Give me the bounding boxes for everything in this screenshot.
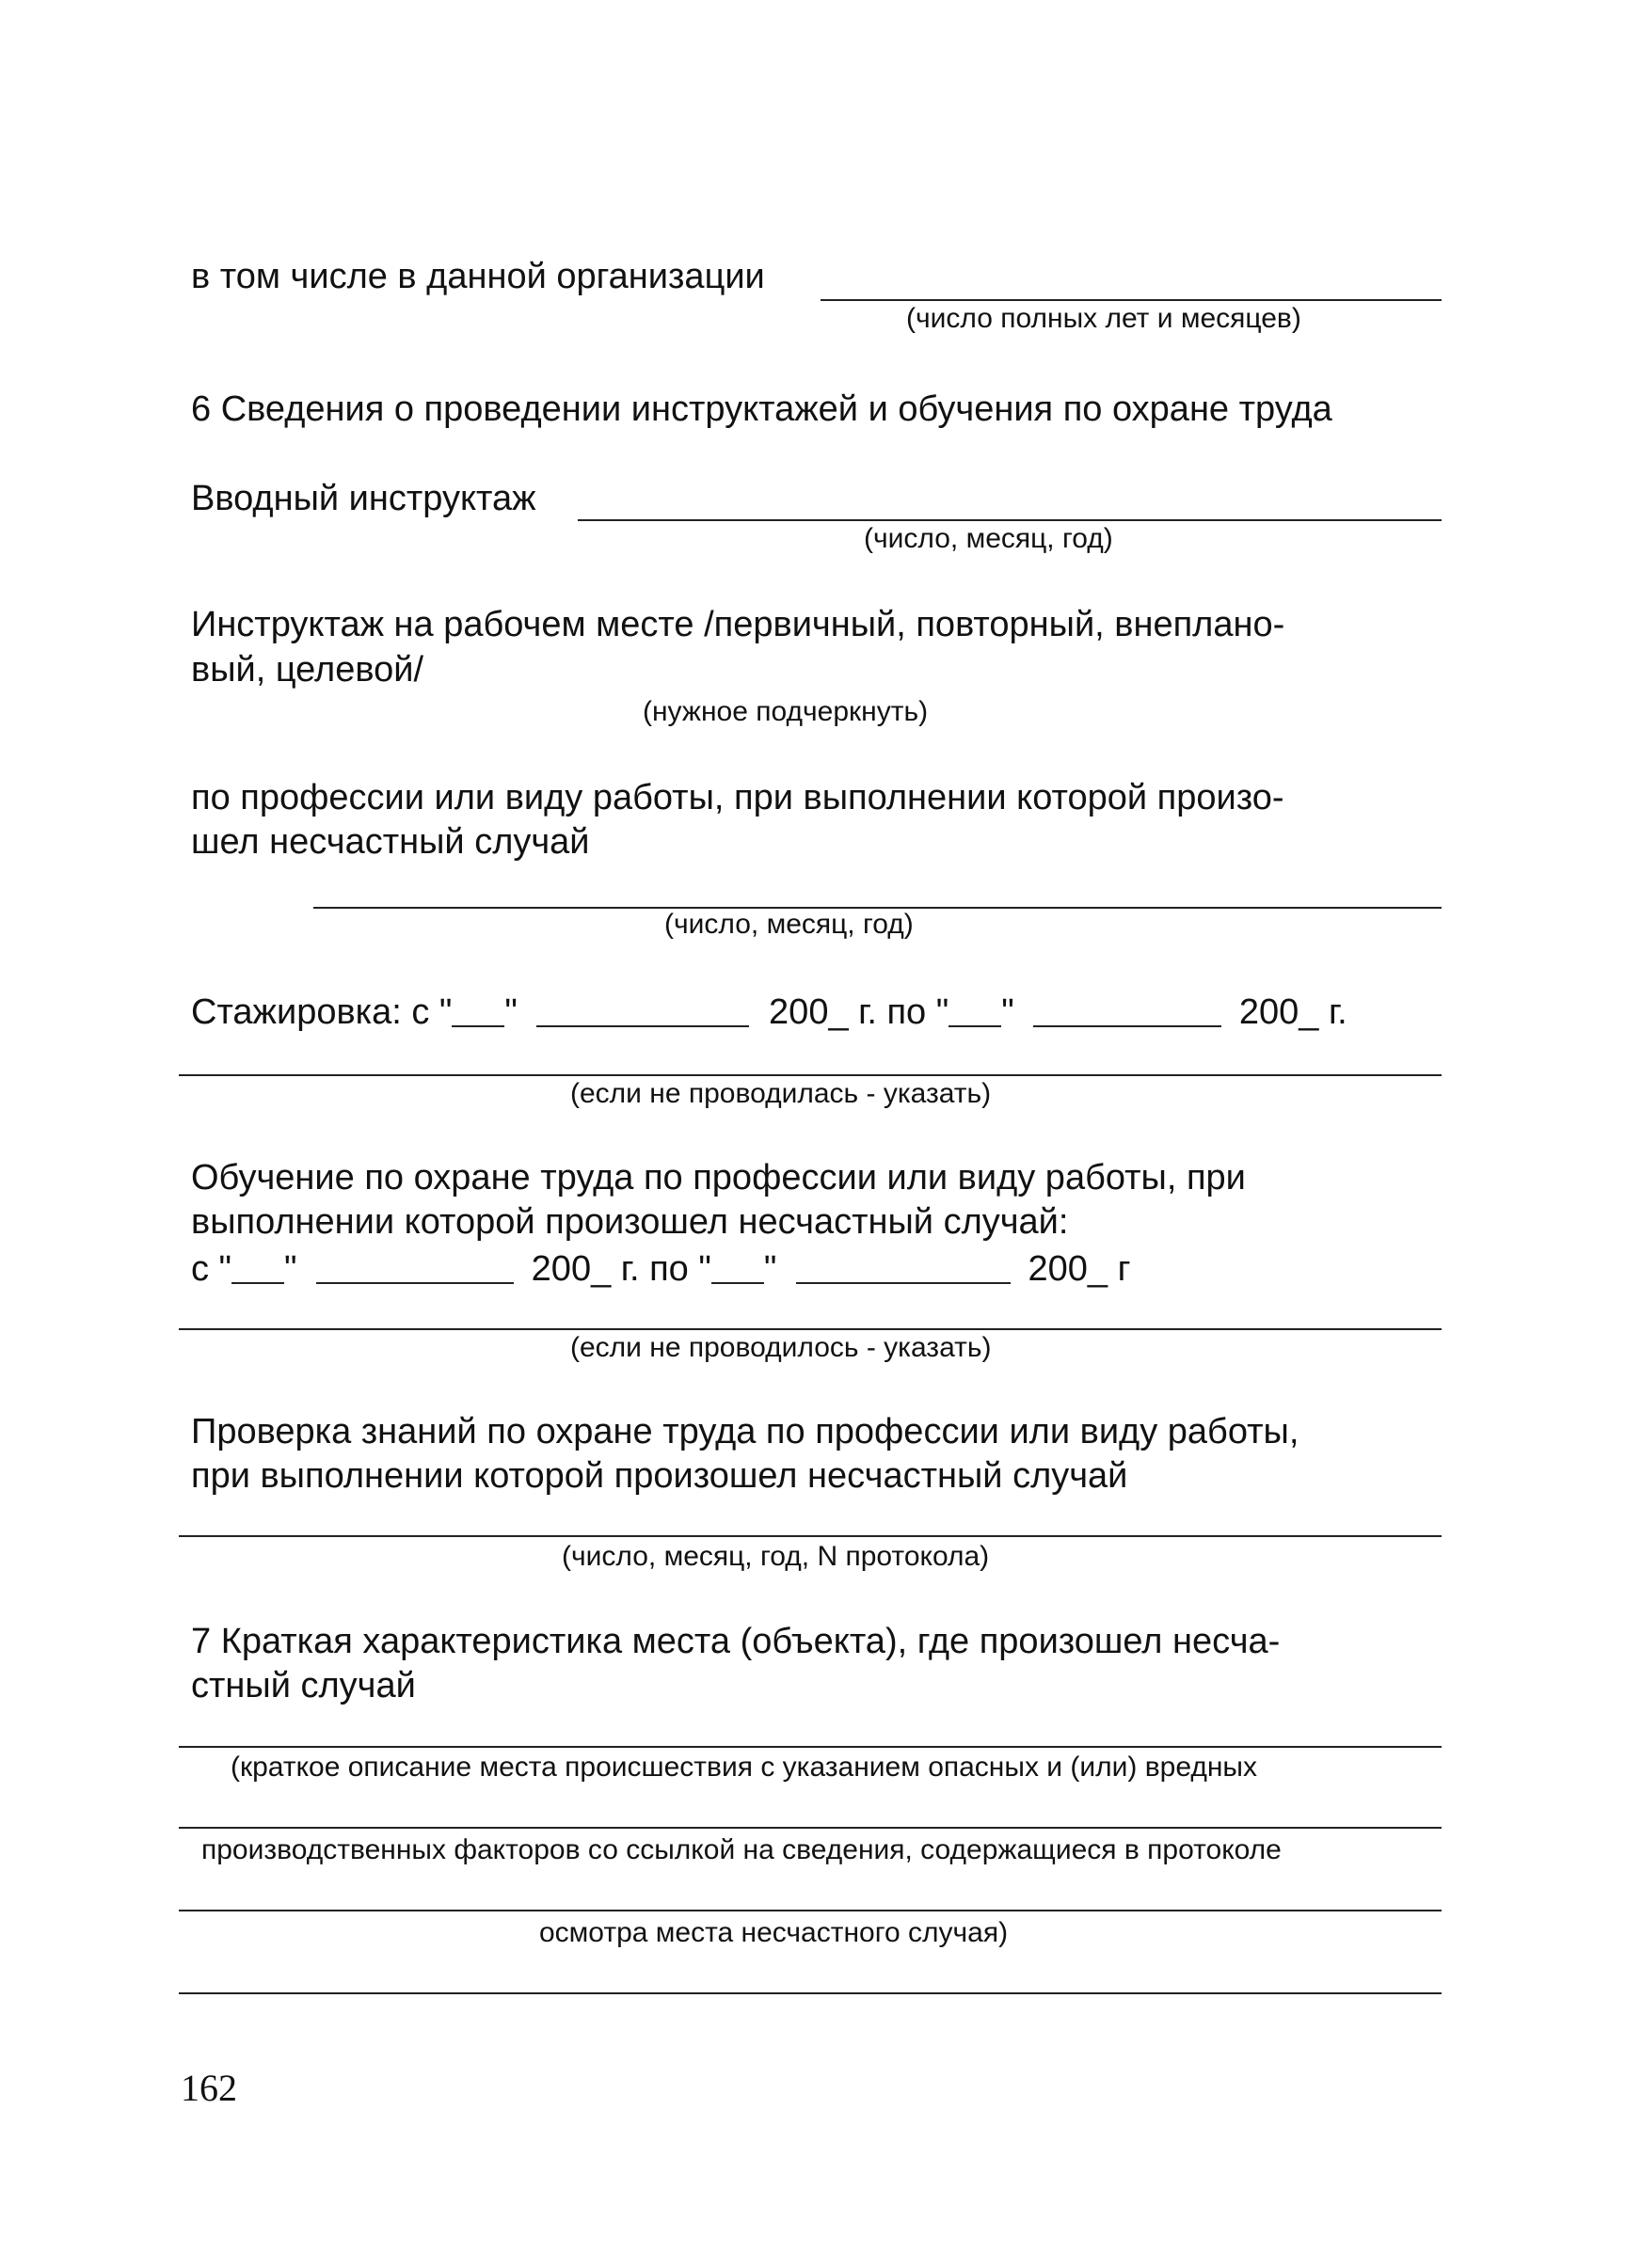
section-7-line-2: стный случай: [191, 1666, 416, 1705]
section-7-field-line-2[interactable]: [179, 1827, 1442, 1829]
experience-label: в том числе в данной организации: [191, 257, 765, 296]
training-quote-close-2: ": [763, 1249, 777, 1289]
section-7-line-1: 7 Краткая характеристика места (объекта), где произошел несча-: [191, 1622, 1281, 1661]
knowledge-check-line-2: при выполнении которой произошел несчастный случай: [191, 1456, 1128, 1496]
page-number: 162: [181, 2067, 237, 2109]
training-note-line[interactable]: [179, 1328, 1442, 1330]
internship-from-month-field[interactable]: [536, 988, 749, 1023]
intro-briefing-label: Вводный инструктаж: [191, 479, 536, 518]
intro-briefing-caption: (число, месяц, год): [864, 523, 1113, 554]
training-to-month-field[interactable]: [796, 1245, 1011, 1280]
internship-from-day-field[interactable]: [452, 988, 504, 1023]
training-from-day-field[interactable]: [231, 1245, 284, 1280]
section-7-field-line-4[interactable]: [179, 1992, 1442, 1994]
training-year-end: 200_ г: [1028, 1249, 1131, 1289]
training-caption: (если не проводилось - указать): [570, 1332, 992, 1363]
workplace-briefing-caption: (число, месяц, год): [664, 909, 914, 940]
section-6-heading: 6 Сведения о проведении инструктажей и обучения по охране труда: [191, 389, 1332, 429]
experience-field-line[interactable]: [821, 299, 1442, 301]
workplace-briefing-line-3: по профессии или виду работы, при выполнении которой произо-: [191, 778, 1284, 817]
internship-note-line[interactable]: [179, 1074, 1442, 1076]
internship-year-end: 200_ г.: [1238, 992, 1347, 1032]
internship-quote-close-2: ": [1001, 992, 1014, 1032]
knowledge-check-line-1: Проверка знаний по охране труда по профессии или виду работы,: [191, 1412, 1299, 1451]
workplace-briefing-line-1: Инструктаж на рабочем месте /первичный, повторный, внеплано-: [191, 605, 1285, 644]
workplace-briefing-note: (нужное подчеркнуть): [643, 696, 929, 727]
workplace-briefing-line-2: вый, целевой/: [191, 650, 424, 690]
training-to-day-field[interactable]: [711, 1245, 764, 1280]
training-quote-close: ": [284, 1249, 297, 1289]
intro-briefing-field-line[interactable]: [578, 519, 1442, 521]
internship-to-day-field[interactable]: [948, 988, 1001, 1023]
internship-label: Стажировка: с ": [191, 992, 453, 1032]
training-line-2: выполнении которой произошел несчастный случай:: [191, 1202, 1069, 1242]
section-7-caption-1: (краткое описание места происшествия с указанием опасных и (или) вредных: [231, 1752, 1257, 1783]
training-dates-row: [191, 1245, 1130, 1290]
internship-row: [191, 988, 1347, 1033]
training-year-to-text: 200_ г. по ": [531, 1249, 711, 1289]
training-line-1: Обучение по охране труда по профессии или виду работы, при: [191, 1158, 1246, 1197]
internship-quote-close: ": [504, 992, 518, 1032]
knowledge-check-caption: (число, месяц, год, N протокола): [562, 1541, 990, 1572]
training-from-prefix: с ": [191, 1249, 232, 1289]
section-7-caption-3: осмотра места несчастного случая): [539, 1917, 1009, 1948]
workplace-briefing-line-4: шел несчастный случай: [191, 822, 590, 862]
section-7-field-line-1[interactable]: [179, 1746, 1442, 1748]
experience-caption: (число полных лет и месяцев): [906, 303, 1301, 334]
knowledge-check-field-line[interactable]: [179, 1535, 1442, 1537]
training-from-month-field[interactable]: [316, 1245, 514, 1280]
section-7-field-line-3[interactable]: [179, 1910, 1442, 1911]
internship-to-month-field[interactable]: [1033, 988, 1221, 1023]
internship-caption: (если не проводилась - указать): [570, 1078, 992, 1109]
internship-year-to-text: 200_ г. по ": [769, 992, 949, 1032]
section-7-caption-2: производственных факторов со ссылкой на сведения, содержащиеся в протоколе: [201, 1834, 1282, 1865]
